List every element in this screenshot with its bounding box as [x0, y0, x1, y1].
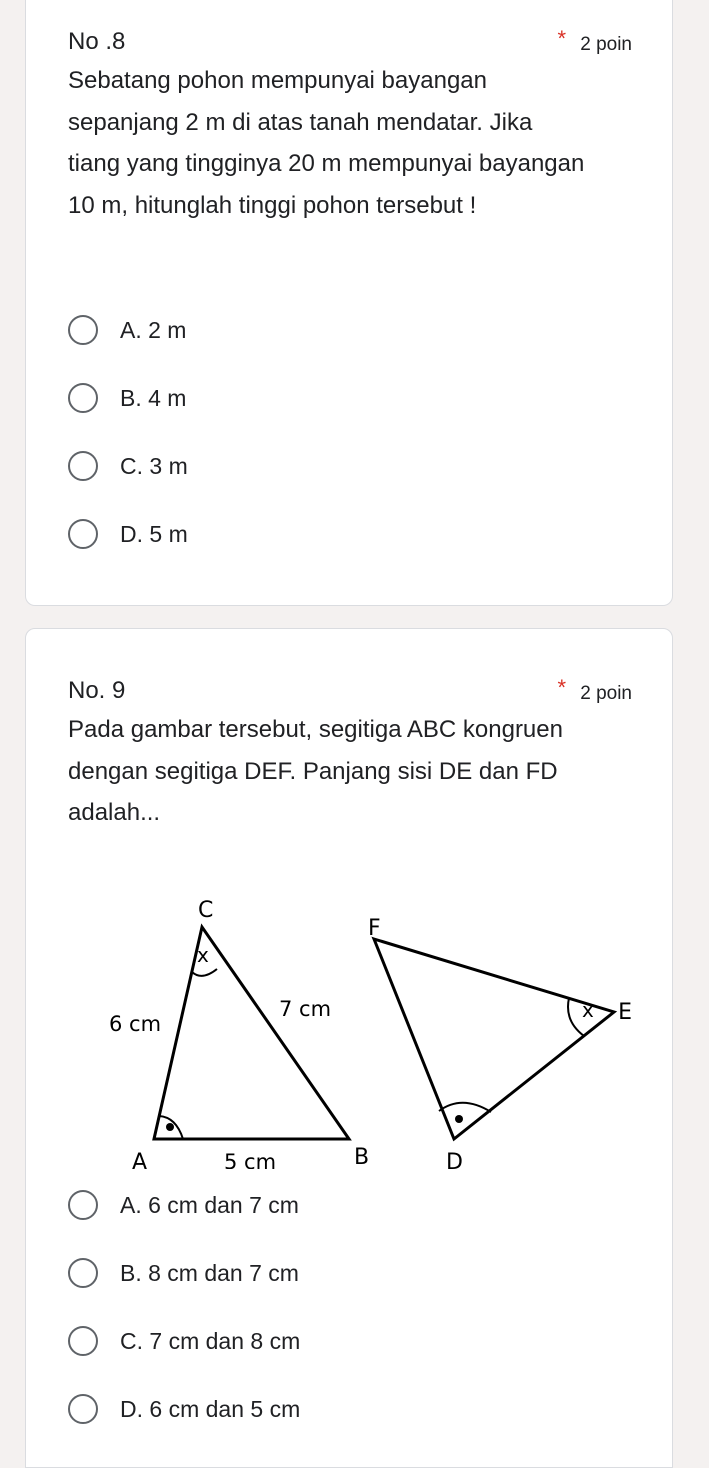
option-c[interactable] — [68, 1321, 300, 1361]
option-label: C. 3 m — [120, 452, 188, 479]
question-title: No. 9 — [68, 677, 126, 704]
option-label: B. 8 cm dan 7 cm — [120, 1259, 299, 1286]
vertex-label-d: D — [446, 1150, 463, 1169]
side-label-ac: 6 cm — [109, 1012, 162, 1036]
radio-button[interactable] — [68, 519, 98, 549]
angle-arc-d — [439, 1103, 491, 1112]
vertex-label-f: F — [368, 916, 381, 941]
option-b[interactable] — [68, 378, 186, 418]
side-label-ab: 5 cm — [224, 1150, 277, 1169]
question-card-8 — [25, 0, 673, 606]
option-label: A. 2 m — [120, 316, 187, 343]
radio-button[interactable] — [68, 451, 98, 481]
option-c[interactable] — [68, 446, 188, 486]
angle-label-x-def: x — [582, 998, 594, 1022]
vertex-label-b: B — [354, 1145, 370, 1169]
option-d[interactable] — [68, 514, 188, 554]
congruent-triangles-figure — [74, 869, 634, 1169]
question-title: No .8 — [68, 28, 126, 55]
option-label: B. 4 m — [120, 384, 187, 411]
radio-button[interactable] — [68, 1190, 98, 1220]
option-label: A. 6 cm dan 7 cm — [120, 1191, 299, 1218]
radio-button[interactable] — [68, 1394, 98, 1424]
angle-dot-a — [166, 1123, 174, 1131]
required-asterisk: * — [557, 675, 566, 700]
vertex-label-a: A — [132, 1150, 148, 1169]
angle-arc-c — [192, 969, 217, 976]
option-a[interactable] — [68, 1185, 299, 1225]
question-text: Sebatang pohon mempunyai bayangan sepanjang 2 m di atas tanah mendatar. Jika tiang yang tingginya 20 m mempunyai bayangan 10 m, hitunglah tinggi pohon tersebut ! — [68, 67, 585, 219]
side-label-bc: 7 cm — [279, 997, 332, 1021]
option-label: D. 5 m — [120, 520, 188, 547]
required-asterisk: * — [557, 26, 566, 51]
option-a[interactable] — [68, 310, 186, 350]
points-label: 2 poin — [580, 34, 632, 55]
angle-dot-d — [455, 1115, 463, 1123]
radio-button[interactable] — [68, 383, 98, 413]
question-card-9 — [25, 628, 673, 1468]
option-b[interactable] — [68, 1253, 299, 1293]
option-label: C. 7 cm dan 8 cm — [120, 1327, 301, 1354]
radio-button[interactable] — [68, 1258, 98, 1288]
option-label: D. 6 cm dan 5 cm — [120, 1395, 301, 1422]
vertex-label-e: E — [618, 1000, 632, 1025]
radio-button[interactable] — [68, 315, 98, 345]
option-d[interactable] — [68, 1389, 300, 1429]
radio-button[interactable] — [68, 1326, 98, 1356]
question-text: Pada gambar tersebut, segitiga ABC kongruen dengan segitiga DEF. Panjang sisi DE dan FD adalah... — [68, 716, 563, 826]
angle-label-x-abc: x — [197, 943, 209, 967]
points-label: 2 poin — [580, 683, 632, 704]
triangle-def — [374, 939, 614, 1139]
triangle-abc — [154, 927, 349, 1139]
vertex-label-c: C — [198, 898, 214, 923]
